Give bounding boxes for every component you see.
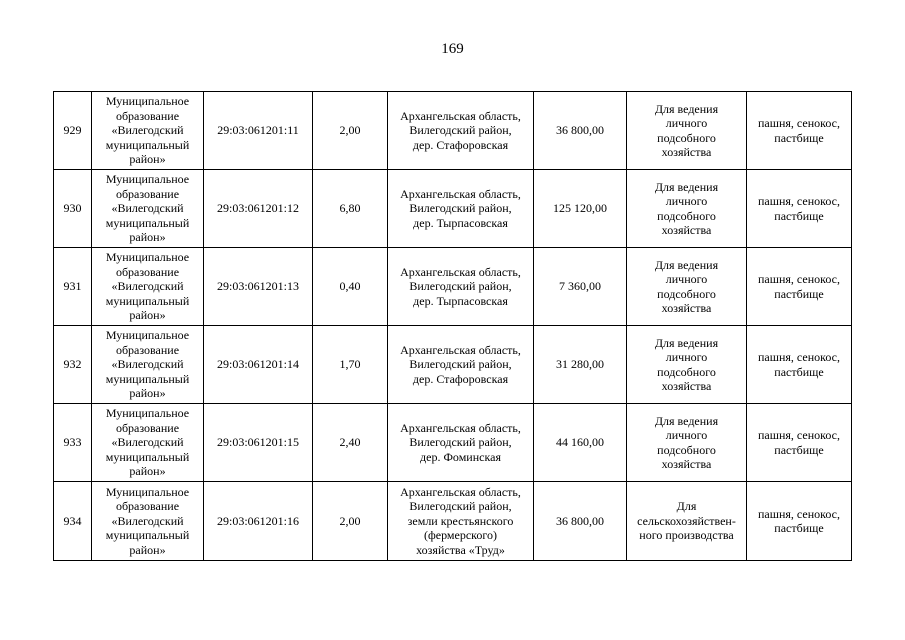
area-cell: 1,70 (313, 326, 388, 404)
permitted-use-cell: Для ведения личного подсобного хозяйства (627, 248, 747, 326)
land-type-cell: пашня, сенокос, пастбище (747, 326, 852, 404)
cadastral-value-cell: 44 160,00 (534, 404, 627, 482)
land-type-cell: пашня, сенокос, пастбище (747, 482, 852, 561)
cadastral-value-cell: 36 800,00 (534, 92, 627, 170)
row-number-cell: 934 (54, 482, 92, 561)
cadastral-number-cell: 29:03:061201:12 (204, 170, 313, 248)
page-number: 169 (441, 41, 464, 57)
area-cell: 2,00 (313, 92, 388, 170)
location-cell: Архангельская область, Вилегодский район, дер. Фоминская (388, 404, 534, 482)
land-type-cell: пашня, сенокос, пастбище (747, 248, 852, 326)
permitted-use-cell: Для ведения личного подсобного хозяйства (627, 404, 747, 482)
permitted-use-cell: Для ведения личного подсобного хозяйства (627, 92, 747, 170)
table-row (54, 482, 852, 561)
cadastral-number-cell: 29:03:061201:11 (204, 92, 313, 170)
land-plots-table (53, 91, 852, 561)
location-cell: Архангельская область, Вилегодский район, дер. Тырпасовская (388, 248, 534, 326)
area-cell: 2,40 (313, 404, 388, 482)
table-row (54, 92, 852, 170)
land-type-cell: пашня, сенокос, пастбище (747, 92, 852, 170)
area-cell: 6,80 (313, 170, 388, 248)
cadastral-number-cell: 29:03:061201:16 (204, 482, 313, 561)
location-cell: Архангельская область, Вилегодский район, дер. Тырпасовская (388, 170, 534, 248)
area-cell: 0,40 (313, 248, 388, 326)
table-row (54, 326, 852, 404)
cadastral-number-cell: 29:03:061201:15 (204, 404, 313, 482)
land-type-cell: пашня, сенокос, пастбище (747, 404, 852, 482)
row-number-cell: 930 (54, 170, 92, 248)
table-row (54, 404, 852, 482)
owner-cell: Муниципальное образование «Вилегодский муниципальный район» (92, 482, 204, 561)
owner-cell: Муниципальное образование «Вилегодский муниципальный район» (92, 404, 204, 482)
permitted-use-cell: Для сельскохозяйствен- ного производства (627, 482, 747, 561)
row-number-cell: 932 (54, 326, 92, 404)
location-cell: Архангельская область, Вилегодский район, дер. Стафоровская (388, 326, 534, 404)
cadastral-value-cell: 125 120,00 (534, 170, 627, 248)
table-row (54, 248, 852, 326)
row-number-cell: 933 (54, 404, 92, 482)
cadastral-number-cell: 29:03:061201:14 (204, 326, 313, 404)
row-number-cell: 931 (54, 248, 92, 326)
row-number-cell: 929 (54, 92, 92, 170)
location-cell: Архангельская область, Вилегодский район, земли крестьянского (фермерского) хозяйства «Труд» (388, 482, 534, 561)
cadastral-value-cell: 36 800,00 (534, 482, 627, 561)
table-row (54, 170, 852, 248)
owner-cell: Муниципальное образование «Вилегодский муниципальный район» (92, 92, 204, 170)
cadastral-number-cell: 29:03:061201:13 (204, 248, 313, 326)
area-cell: 2,00 (313, 482, 388, 561)
location-cell: Архангельская область, Вилегодский район, дер. Стафоровская (388, 92, 534, 170)
cadastral-value-cell: 7 360,00 (534, 248, 627, 326)
owner-cell: Муниципальное образование «Вилегодский муниципальный район» (92, 326, 204, 404)
owner-cell: Муниципальное образование «Вилегодский муниципальный район» (92, 170, 204, 248)
owner-cell: Муниципальное образование «Вилегодский муниципальный район» (92, 248, 204, 326)
permitted-use-cell: Для ведения личного подсобного хозяйства (627, 170, 747, 248)
permitted-use-cell: Для ведения личного подсобного хозяйства (627, 326, 747, 404)
land-type-cell: пашня, сенокос, пастбище (747, 170, 852, 248)
cadastral-value-cell: 31 280,00 (534, 326, 627, 404)
